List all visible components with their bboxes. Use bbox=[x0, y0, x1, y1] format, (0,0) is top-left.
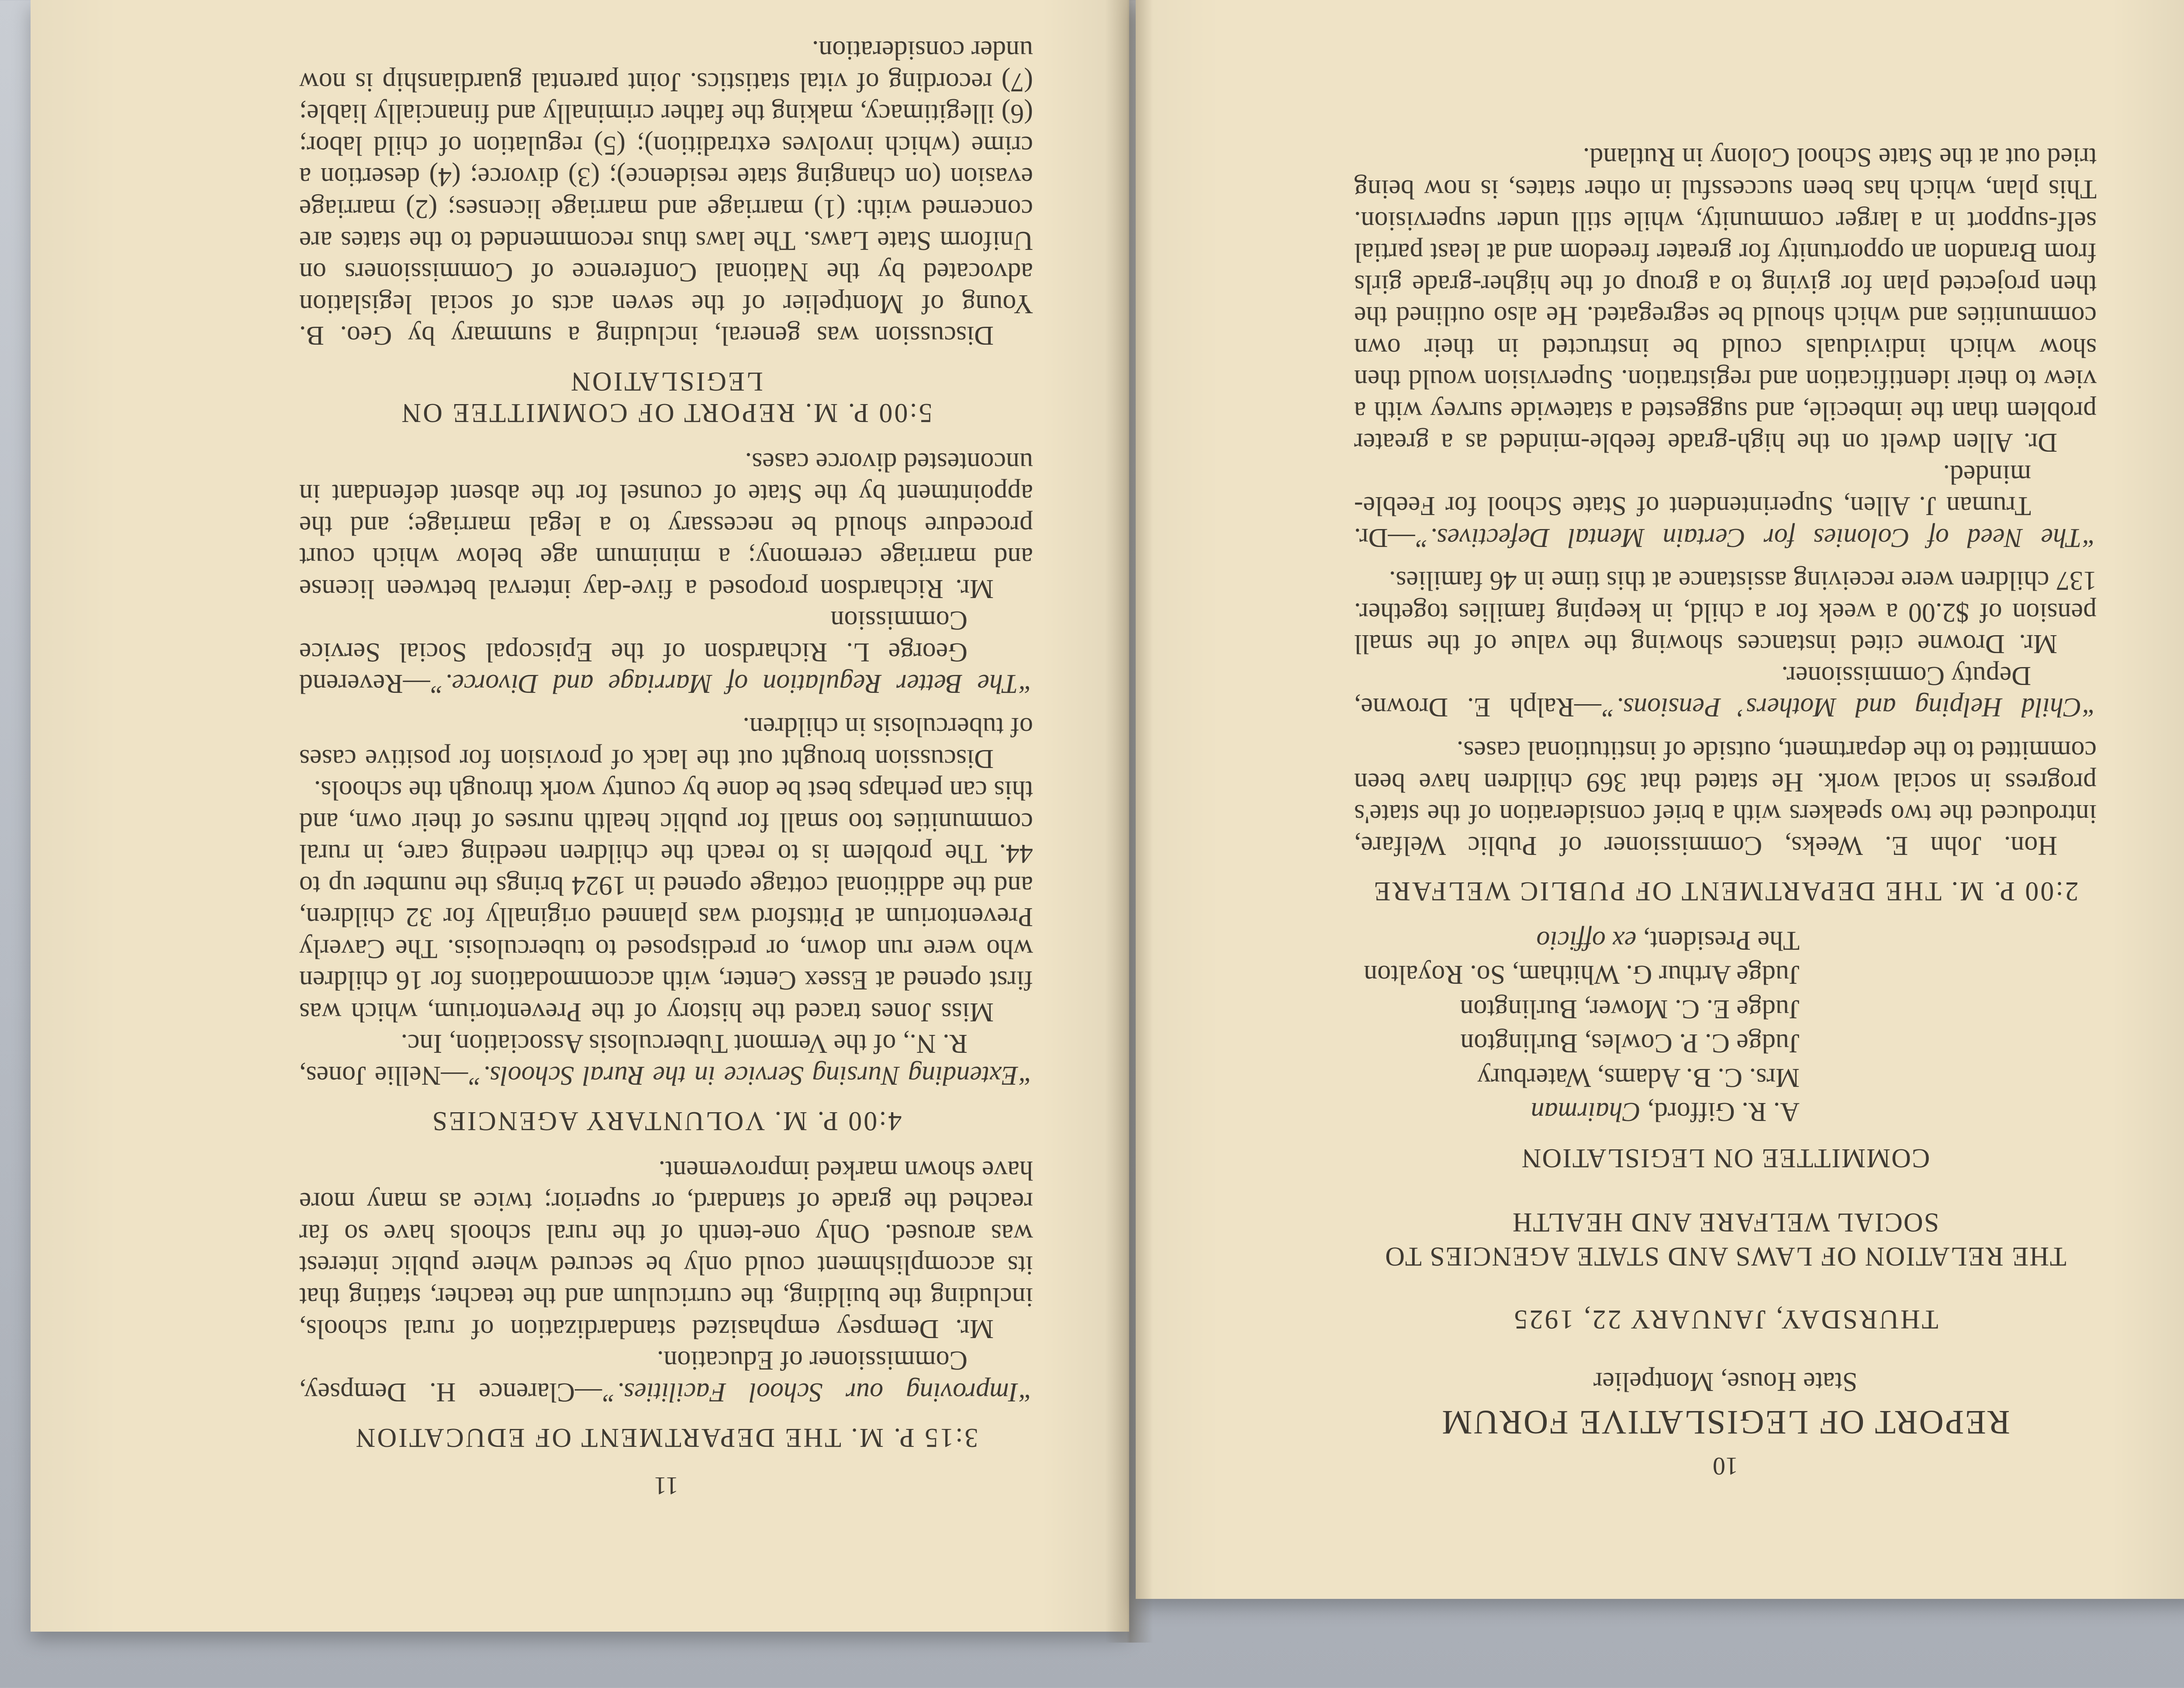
paragraph: Discussion was general, including a summary by Geo. B. Young of Montpelier of the seven acts of social legislation advocated by the National Conference of Commissioners on Uniform State Laws. The laws thus recommended to the states are concerned with: (1) marriage and marriage licenses; (2) marriage evasion (on changing state residence); (3) divorce; (4) desertion a crime (which involves extradition); (5) regulation of child labor; (6) illegitimacy, making the father criminally and financially liable; (7) recording of vital statistics. Joint parental guardianship is now under consideration. bbox=[299, 35, 1033, 351]
right-page-text bbox=[1354, 142, 2097, 1481]
report-title: REPORT OF LEGISLATIVE FORUM bbox=[1441, 1404, 2010, 1442]
forum-subject bbox=[1354, 1205, 2097, 1273]
talk-speaker: —Nellie Jones, R. N., of the Vermont Tuberculosis Association, Inc. bbox=[299, 1029, 968, 1090]
member: Judge C. P. Cowles, Burlington bbox=[1460, 1028, 1800, 1058]
member: Mrs. C. B. Adams, Waterbury bbox=[1477, 1062, 1800, 1093]
talk-speaker: —Ralph E. Drowne, Deputy Commissioner. bbox=[1354, 661, 2031, 723]
talk-title: “The Better Regulation of Marriage and Divorce.” bbox=[430, 669, 1033, 699]
talk-title: “Extending Nursing Service in the Rural Schools.” bbox=[468, 1060, 1033, 1090]
member: The President, ex officio bbox=[1536, 925, 1800, 955]
talk-speaker: —Dr. Truman J. Allen, Superintendent of State School for Feeble-minded. bbox=[1354, 459, 2031, 553]
member: A. R. Gifford, Chairman bbox=[1531, 1097, 1800, 1127]
member: Judge E. C. Mower, Burlington bbox=[1460, 994, 1800, 1024]
page-number: 11 bbox=[654, 1472, 678, 1500]
report-place: State House, Montpelier bbox=[1593, 1366, 1858, 1397]
paragraph: Miss Jones traced the history of the Preventorium, which was first opened at Essex Center, with accommodations for 16 children who were run down, or predisposed to tuberculosis. The Caverly Preventorium at Pittsford was planned originally for 32 children, and the additional cottage opened in 1924 brings the number up to 44. The problem is to reach the children needing care, in rural communities too small for public health nurses of their own, and this can perhaps best be done by county work through the schools. bbox=[299, 775, 1033, 1027]
talk-speaker: —Clarence H. Dempsey, Commissioner of Education. bbox=[299, 1346, 968, 1407]
left-page-text bbox=[299, 35, 1033, 1501]
forum-subject-line: SOCIAL WELFARE AND HEALTH bbox=[1511, 1207, 1939, 1238]
paragraph: Mr. Drowne cited instances showing the value of the small pension of $2.00 a week for a child, in keeping families together. 137 children were receiving assistance at this time in 46 families. bbox=[1354, 566, 2097, 659]
paragraph: Dr. Allen dwelt on the high-grade feeble-minded as a greater problem than the imbecile, and suggested a statewide survey with a view to their identification and registration. Supervision would then show which individuals could be instructed in their own communities and which should be segregated. He also outlined the then projected plan for giving to a group of the higher-grade girls from Brandon an opportunity for greater freedom and at least partial self-support in a larger community, while still under supervision. This plan, which has been successful in other states, is now being tried out at the State School Colony in Rutland. bbox=[1354, 142, 2097, 458]
talk-title: “Improving our School Facilities.” bbox=[602, 1377, 1033, 1407]
right-page bbox=[1136, 0, 2184, 1599]
section-heading: 3:15 P. M. THE DEPARTMENT OF EDUCATION bbox=[354, 1423, 978, 1453]
paragraph: Mr. Dempsey emphasized standardization of rural schools, including the building, the curriculum and the teacher, stating that its accomplishment could only be secured where public interest was aroused. Only one-tenth of the rural schools have so far reached the grade of standard, or superior; twice as many more have shown marked improvement. bbox=[299, 1155, 1033, 1344]
section-heading: 2:00 P. M. THE DEPARTMENT OF PUBLIC WELFARE bbox=[1372, 876, 2079, 906]
talk-entry bbox=[1354, 458, 2097, 553]
section-heading: 5:00 P. M. REPORT OF COMMITTEE ON LEGISLATION bbox=[400, 366, 933, 428]
member: Judge Arthur G. Whitham, So. Royalton bbox=[1364, 960, 1800, 990]
talk-entry bbox=[299, 605, 1033, 700]
committee-members bbox=[1354, 924, 2097, 1128]
committee-title: COMMITTEE ON LEGISLATION bbox=[1521, 1143, 1930, 1173]
page-number: 10 bbox=[1713, 1452, 1738, 1480]
forum-subject-line: THE RELATION OF LAWS AND STATE AGENCIES TO bbox=[1384, 1241, 2067, 1271]
section-heading: 4:00 P. M. VOLUNTARY AGENCIES bbox=[430, 1106, 902, 1136]
report-date: THURSDAY, JANUARY 22, 1925 bbox=[1512, 1304, 1939, 1335]
book-gutter bbox=[1105, 0, 1153, 1643]
talk-title: “The Need of Colonies for Certain Mental Defectives.” bbox=[1415, 522, 2097, 553]
talk-speaker: —Reverend George L. Richardson of the Episcopal Social Service Commission bbox=[299, 605, 968, 699]
talk-entry bbox=[299, 1345, 1033, 1408]
talk-entry bbox=[299, 1028, 1033, 1091]
talk-title: “Child Helping and Mothers’ Pensions.” bbox=[1601, 692, 2097, 723]
talk-entry bbox=[1354, 660, 2097, 723]
left-page bbox=[31, 0, 1129, 1632]
paragraph: Mr. Richardson proposed a five-day interval between license and marriage ceremony; a minimum age below which court procedure should be necessary to a legal marriage; and the appointment by the State of counsel for the absent defendant in uncontested divorce cases. bbox=[299, 447, 1033, 604]
paragraph: Hon. John E. Weeks, Commissioner of Public Welfare, introduced the two speakers with a brief consideration of the state's progress in social work. He stated that 369 children have been committed to the department, outside of institutional cases. bbox=[1354, 736, 2097, 861]
paragraph: Discussion brought out the lack of provision for positive cases of tuberculosis in children. bbox=[299, 712, 1033, 774]
